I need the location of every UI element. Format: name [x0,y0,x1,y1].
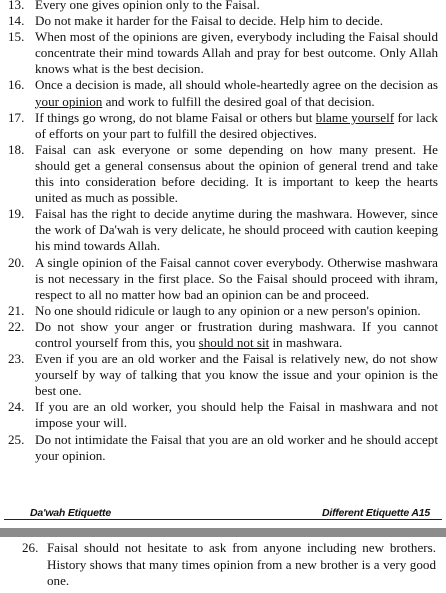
item-number: 14. [8,13,25,29]
list-item [8,319,438,351]
underlined-phrase: should not sit [198,334,270,350]
list-item [8,77,438,109]
underlined-phrase: blame yourself [315,109,395,125]
text-run: If things go wrong, do not blame Faisal or others but [35,109,316,125]
item-number: 15. [8,29,25,45]
list-item [8,255,438,303]
list-item [8,303,438,319]
item-text [35,319,438,351]
text-run: A single opinion of the Faisal cannot cover everybody. Otherwise mashwara is not necessary in the first place. So the Faisal should proceed with ihram, respect to all no matter how bad an opinion can be and proceed. [35,254,438,302]
list-item [22,540,436,590]
text-run: in mashwara. [269,334,343,350]
item-text [35,0,438,13]
item-text [35,77,438,109]
text-run: If you are an old worker, you should help the Faisal in mashwara and not impose your will. [35,399,438,431]
item-number: 23. [8,351,25,367]
page-footer [30,507,430,523]
footer-book-title: Da'wah Etiquette [30,507,111,519]
item-number: 24. [8,399,25,415]
item-text [35,110,438,142]
text-run: Faisal has the right to decide anytime during the mashwara. However, since the work of Da'wah is very delicate, he should proceed with caution keeping his mind towards Allah. [35,206,438,254]
item-number: 21. [8,302,25,318]
text-run: No one should ridicule or laugh to any opinion or a new person's opinion. [35,302,421,318]
item-text [35,432,438,464]
item-number: 22. [8,318,25,334]
item-text [35,351,438,399]
item-number: 13. [8,0,25,12]
item-text [35,206,438,254]
footer-rule [4,519,442,520]
item-number: 26. [22,540,39,555]
list-item [8,142,438,206]
text-run: Do not show your anger or frustration during mashwara. If you cannot control yourself from this, you [35,318,438,350]
footer-page-label: Different Etiquette A15 [321,507,430,519]
item-text [35,13,438,29]
item-number: 20. [8,254,25,270]
text-run: Do not make it harder for the Faisal to decide. Help him to decide. [35,13,383,29]
page-divider [0,528,446,537]
underlined-phrase: your opinion [35,93,103,109]
next-page-list [22,540,436,590]
item-text [35,399,438,431]
list-item [8,432,438,464]
list-item [8,399,438,431]
item-number: 19. [8,206,25,222]
item-text [35,29,438,77]
text-run: for lack of efforts on your part to fulfill the desired objectives. [35,109,438,141]
list-item [8,29,438,77]
etiquette-list [8,0,438,464]
list-item [8,0,438,13]
text-run: Every one gives opinion only to the Faisal. [35,0,260,12]
list-item [8,206,438,254]
item-number: 25. [8,431,25,447]
text-run: Once a decision is made, all should whole-heartedly agree on the decision as [35,77,438,93]
item-text [35,303,438,319]
text-run: Even if you are an old worker and the Faisal is relatively new, do not show yourself by way of talking that you know the issue and your opinion is the best one. [35,351,438,399]
item-number: 17. [8,109,25,125]
item-number: 16. [8,77,25,93]
item-number: 18. [8,141,25,157]
list-item [8,351,438,399]
text-run: Faisal can ask everyone or some depending on how many present. He should get a general consensus about the opinion of general trend and take this into consideration before deciding. It is important to keep the hearts united as much as possible. [35,141,438,206]
list-item [8,110,438,142]
text-run: and work to fulfill the desired goal of that decision. [102,93,375,109]
item-text [47,540,436,590]
list-item [8,13,438,29]
item-text [35,255,438,303]
text-run: Faisal should not hesitate to ask from anyone including new brothers. History shows that many times opinion from a new brother is a very good one. [47,540,436,588]
item-text [35,142,438,206]
text-run: When most of the opinions are given, everybody including the Faisal should concentrate their mind towards Allah and pray for best outcome. Only Allah knows what is the best decision. [35,29,438,77]
text-run: Do not intimidate the Faisal that you are an old worker and he should accept your opinion. [35,431,438,463]
